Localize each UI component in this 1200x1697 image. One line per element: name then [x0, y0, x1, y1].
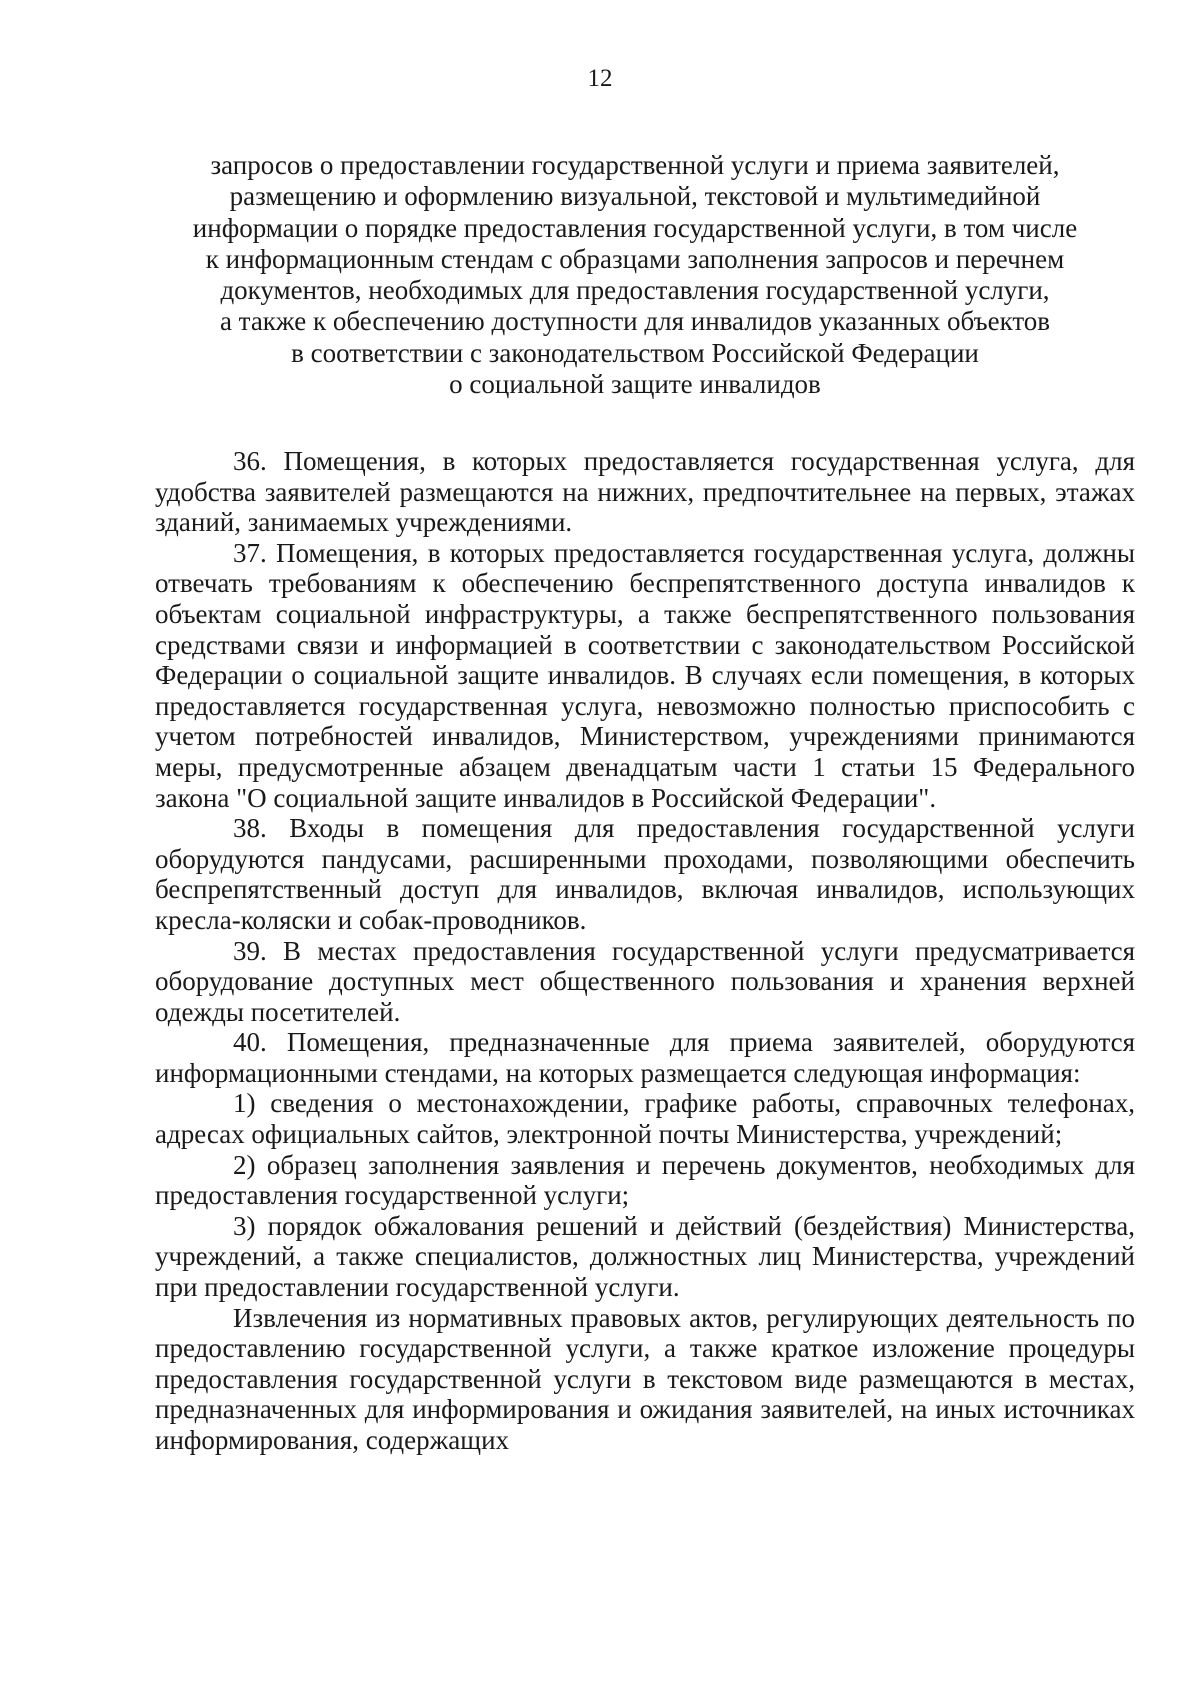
heading-line: в соответствии с законодательством Российской Федерации [291, 337, 979, 368]
paragraph-extracts: Извлечения из нормативных правовых актов, регулирующих деятельность по предоставлению государственной услуги, а также краткое изложение процедуры предоставления государственной услуги в текстовом виде размещаются в местах, предназначенных для информирования и ожидания заявителей, на иных источниках информирования, содержащих [155, 1302, 1135, 1455]
heading-line: размещению и оформлению визуальной, текстовой и мультимедийной [229, 181, 1041, 212]
paragraph-38: 38. Входы в помещения для предоставления государственной услуги оборудуются пандусами, расширенными проходами, позволяющими обеспечить беспрепятственный доступ для инвалидов, включая инвалидов, использующих кресла-коляски и собак-проводников. [155, 813, 1135, 935]
list-item-2: 2) образец заполнения заявления и перечень документов, необходимых для предоставления государственной услуги; [155, 1149, 1135, 1211]
page-number: 12 [587, 65, 613, 92]
heading-line: документов, необходимых для предоставления государственной услуги, [220, 275, 1050, 306]
list-item-1: 1) сведения о местонахождении, графике работы, справочных телефонах, адресах официальных сайтов, электронной почты Министерства, учреждений; [155, 1088, 1135, 1150]
paragraph-36: 36. Помещения, в которых предоставляется государственная услуга, для удобства заявителей размещаются на нижних, предпочтительнее на первых, этажах зданий, занимаемых учреждениями. [155, 446, 1135, 538]
heading-line: о социальной защите инвалидов [449, 369, 821, 400]
paragraph-37: 37. Помещения, в которых предоставляется государственная услуга, должны отвечать требованиям к обеспечению беспрепятственного доступа инвалидов к объектам социальной инфраструктуры, а также беспрепятственного пользования средствами связи и информацией в соответствии с законодательством Российской Федерации о социальной защите инвалидов. В случаях если помещения, в которых предоставляется государственная услуга, невозможно полностью приспособить с учетом потребностей инвалидов, Министерством, учреждениями принимаются меры, предусмотренные абзацем двенадцатым части 1 статьи 15 Федерального закона "О социальной защите инвалидов в Российской Федерации". [155, 537, 1135, 813]
paragraph-40: 40. Помещения, предназначенные для приема заявителей, оборудуются информационными стендами, на которых размещается следующая информация: [155, 1027, 1135, 1088]
list-item-3: 3) порядок обжалования решений и действий (бездействия) Министерства, учреждений, а также специалистов, должностных лиц Министерства, учреждений при предоставлении государственной услуги. [155, 1210, 1135, 1303]
heading-line: к информационным стендам с образцами заполнения запросов и перечнем [205, 243, 1065, 274]
paragraph-39: 39. В местах предоставления государственной услуги предусматривается оборудование доступных мест общественного пользования и хранения верхней одежды посетителей. [155, 935, 1135, 1027]
document-body [155, 446, 1135, 1456]
heading-line: запросов о предоставлении государственной услуги и приема заявителей, [210, 150, 1060, 180]
heading-line: информации о порядке предоставления государственной услуги, в том числе [192, 212, 1078, 243]
heading-line: а также к обеспечению доступности для инвалидов указанных объектов [219, 306, 1051, 337]
section-heading [170, 150, 1100, 400]
